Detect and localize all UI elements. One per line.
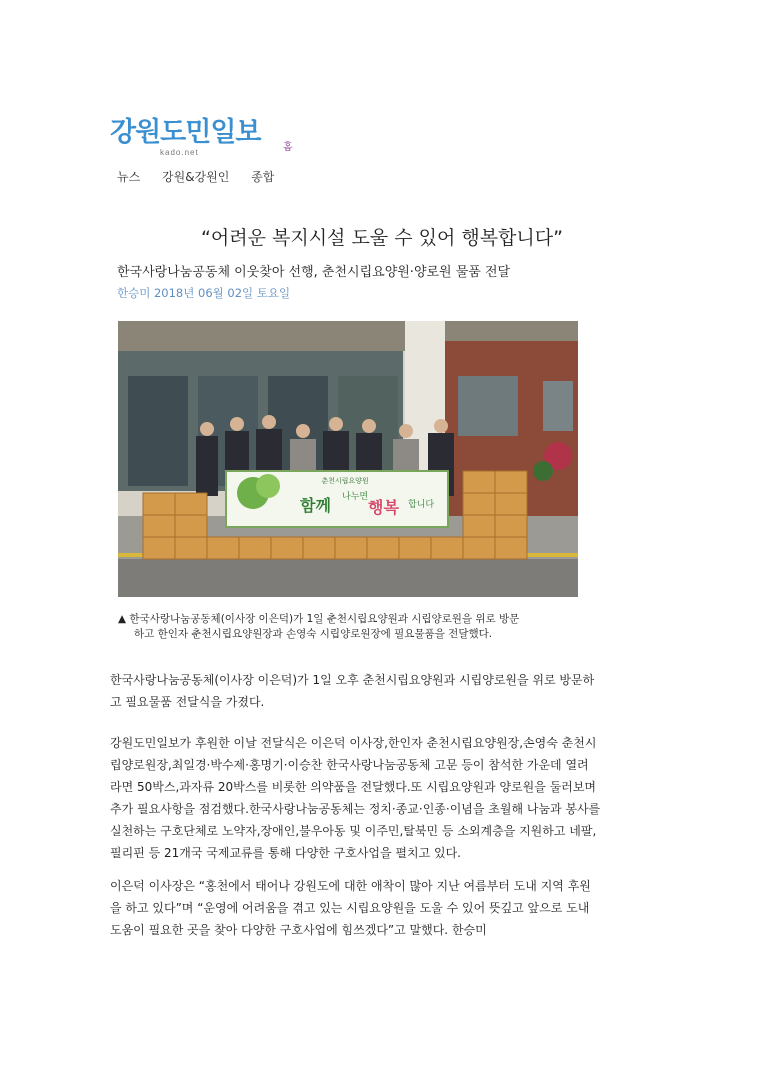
paragraph-line: 립양로원장,최일경·박수제·홍명기·이승찬 한국사랑나눔공동체 고문 등이 참석한 가운데 열려 (110, 758, 589, 772)
banner-word-3: 행복 (368, 498, 399, 517)
paragraph-line: 강원도민일보가 후원한 이날 전달식은 이은덕 이사장,한인자 춘천시립요양원장,손영숙 춘천시 (110, 736, 597, 750)
caption-line: 하고 한인자 춘천시립요양원장과 손영숙 시립양로원장에 필요물품을 전달했다. (134, 628, 493, 640)
banner-word-2: 나누면 (342, 492, 369, 502)
breadcrumb-news[interactable]: 뉴스 (117, 170, 141, 184)
article-byline: 한승미 2018년 06월 02일 토요일 (117, 286, 291, 300)
article-headline: “어려운 복지시설 도울 수 있어 행복합니다” (201, 227, 563, 249)
caption-line: ▲ 한국사랑나눔공동체(이사장 이은덕)가 1일 춘천시립요양원과 시립양로원을 위로 방문 (118, 613, 520, 625)
paragraph-line: 추가 필요사항을 점검했다.한국사랑나눔공동체는 정치·종교·인종·이념을 초월해 나눔과 봉사를 (110, 802, 601, 816)
home-link[interactable]: 홈 (283, 142, 293, 153)
paragraph-line: 한국사랑나눔공동체(이사장 이은덕)가 1일 오후 춘천시립요양원과 시립양로원을 위로 방문하 (110, 673, 595, 687)
article-subheadline: 한국사랑나눔공동체 이웃찾아 선행, 춘천시립요양원·양로원 물품 전달 (117, 265, 511, 280)
paragraph-line: 도움이 필요한 곳을 찾아 다양한 구호사업에 힘쓰겠다”고 말했다. 한승미 (110, 923, 487, 937)
masthead[interactable] (110, 117, 293, 162)
banner-word-1: 함께 (300, 496, 331, 515)
paragraph-line: 을 하고 있다”며 “운영에 어려움을 겪고 있는 시립요양원을 도울 수 있어 뜻깊고 앞으로 도내 (110, 901, 590, 915)
breadcrumb (117, 168, 292, 185)
article-paragraph-3 (110, 875, 654, 941)
breadcrumb-general[interactable]: 종합 (251, 170, 275, 184)
paragraph-line: 고 필요물품 전달식을 가졌다. (110, 695, 265, 709)
breadcrumb-gangwon[interactable]: 강원&강원인 (162, 170, 230, 184)
masthead-url: kado.net (160, 148, 199, 157)
article-paragraph-1 (110, 669, 654, 713)
paragraph-line: 실천하는 구호단체로 노약자,장애인,불우아동 및 이주민,탈북민 등 소외계층을 지원하고 네팔, (110, 824, 597, 838)
banner-title: 춘천시립요양원 (321, 477, 369, 485)
paragraph-line: 라면 50박스,과자류 20박스를 비롯한 의약품을 전달했다.또 시립요양원과 양로원을 둘러보며 (110, 780, 596, 794)
paragraph-line: 필리핀 등 21개국 국제교류를 통해 다양한 구호사업을 펼치고 있다. (110, 846, 461, 860)
article-paragraph-2 (110, 732, 654, 864)
photo-caption (118, 612, 588, 642)
banner-word-4: 합니다 (408, 500, 435, 510)
article-photo (118, 321, 578, 597)
masthead-logo[interactable]: 강원도민일보 (110, 117, 261, 148)
paragraph-line: 이은덕 이사장은 “홍천에서 태어나 강원도에 대한 애착이 많아 지난 여름부터 도내 지역 후원 (110, 879, 591, 893)
